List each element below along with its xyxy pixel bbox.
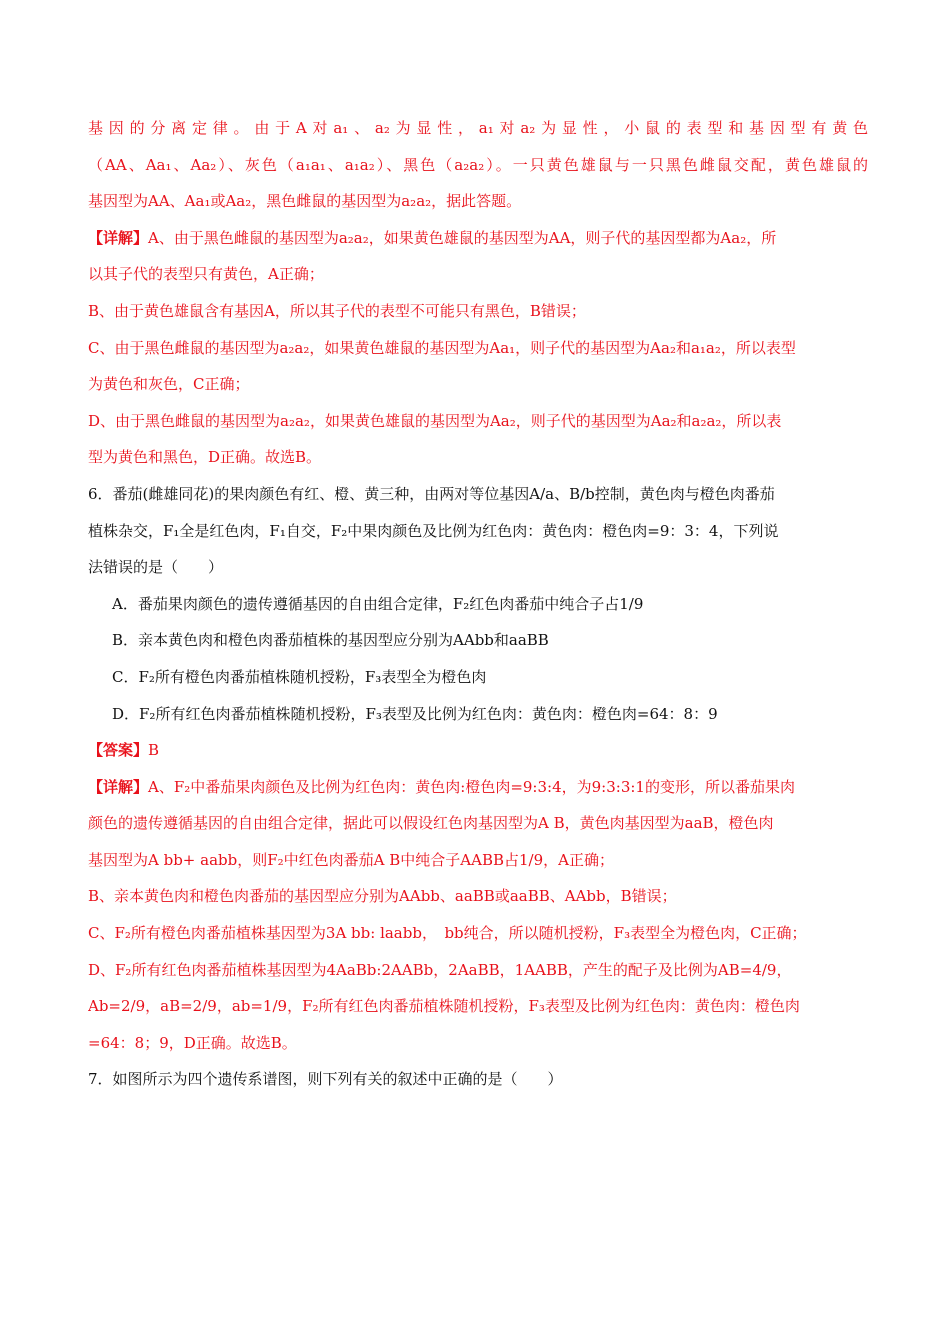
text-line: C、由于黑色雌鼠的基因型为a₂a₂，如果黄色雄鼠的基因型为Aa₁，则子代的基因型为Aa₂和a₁a₂，所以表型 bbox=[88, 338, 796, 357]
text-line: 以其子代的表型只有黄色，A正确； bbox=[88, 265, 324, 284]
text-line: B、由于黄色雄鼠含有基因A，所以其子代的表型不可能只有黑色，B错误； bbox=[88, 301, 586, 320]
text-line: D、F₂所有红色肉番茄植株基因型为4AaBb:2AABb，2AaBB，1AABB，产生的配子及比例为AB=4/9， bbox=[88, 960, 792, 979]
option-b: B．亲本黄色肉和橙色肉番茄植株的基因型应分别为AAbb和aaBB bbox=[112, 631, 549, 650]
text-line: C、F₂所有橙色肉番茄植株基因型为3A bb: laabb， bb纯合，所以随机授粉，F₃表型全为橙色肉，C正确； bbox=[88, 924, 807, 943]
detail-label: 【详解】 bbox=[88, 228, 149, 247]
detail-line bbox=[88, 220, 868, 257]
option-d: D．F₂所有红色肉番茄植株随机授粉，F₃表型及比例为红色肉：黄色肉：橙色肉=64：8：9 bbox=[112, 704, 718, 723]
text-line: 型为黄色和黑色，D正确。故选B。 bbox=[88, 448, 322, 467]
text-line: 基因型为AA、Aa₁或Aa₂，黑色雌鼠的基因型为a₂a₂，据此答题。 bbox=[88, 192, 522, 211]
question-stem: 植株杂交，F₁全是红色肉，F₁自交，F₂中果肉颜色及比例为红色肉：黄色肉：橙色肉=9：3：4，下列说 bbox=[88, 521, 779, 540]
detail-text: A、F₂中番茄果肉颜色及比例为红色肉：黄色肉:橙色肉=9:3:4，为9:3:3:1的变形，所以番茄果肉 bbox=[148, 777, 795, 796]
detail-label: 【详解】 bbox=[88, 777, 149, 796]
option-c: C．F₂所有橙色肉番茄植株随机授粉，F₃表型全为橙色肉 bbox=[112, 667, 487, 686]
text-line: 基因的分离定律。由于A对a₁、a₂为显性，a₁对a₂为显性，小鼠的表型和基因型有黄色 bbox=[88, 119, 868, 137]
text-line: D、由于黑色雌鼠的基因型为a₂a₂，如果黄色雄鼠的基因型为Aa₂，则子代的基因型为Aa₂和a₂a₂，所以表 bbox=[88, 411, 782, 430]
detail-text: A、由于黑色雌鼠的基因型为a₂a₂，如果黄色雄鼠的基因型为AA，则子代的基因型都为Aa₂，所 bbox=[148, 228, 777, 247]
answer-value: B bbox=[148, 741, 160, 760]
text-line: =64：8；9，D正确。故选B。 bbox=[88, 1033, 297, 1052]
answer-label: 【答案】 bbox=[88, 741, 149, 760]
text-line: Ab=2/9，aB=2/9，ab=1/9，F₂所有红色肉番茄植株随机授粉，F₃表型及比例为红色肉：黄色肉：橙色肉 bbox=[88, 997, 800, 1016]
text-line: 为黄色和灰色，C正确； bbox=[88, 375, 250, 394]
question-stem: 6．番茄(雌雄同花)的果肉颜色有红、橙、黄三种，由两对等位基因A/a、B/b控制，黄色肉与橙色肉番茄 bbox=[88, 484, 775, 503]
answer-line bbox=[88, 732, 868, 769]
detail-line bbox=[88, 769, 868, 806]
question-stem: 7．如图所示为四个遗传系谱图，则下列有关的叙述中正确的是（ ） bbox=[88, 1070, 563, 1089]
text-line: （AA、Aa₁、Aa₂）、灰色（a₁a₁、a₁a₂）、黑色（a₂a₂）。一只黄色雄鼠与一只黑色雌鼠交配，黄色雄鼠的 bbox=[88, 155, 868, 174]
text-line: 颜色的遗传遵循基因的自由组合定律，据此可以假设红色肉基因型为A B，黄色肉基因型为aaB，橙色肉 bbox=[88, 814, 774, 833]
text-line: B、亲本黄色肉和橙色肉番茄的基因型应分别为AAbb、aaBB或aaBB、AAbb，B错误； bbox=[88, 887, 677, 906]
option-a: A．番茄果肉颜色的遗传遵循基因的自由组合定律，F₂红色肉番茄中纯合子占1/9 bbox=[112, 594, 644, 613]
question-stem: 法错误的是（ ） bbox=[88, 558, 224, 577]
text-line: 基因型为A bb+ aabb，则F₂中红色肉番茄A B中纯合子AABB占1/9，A正确； bbox=[88, 850, 614, 869]
